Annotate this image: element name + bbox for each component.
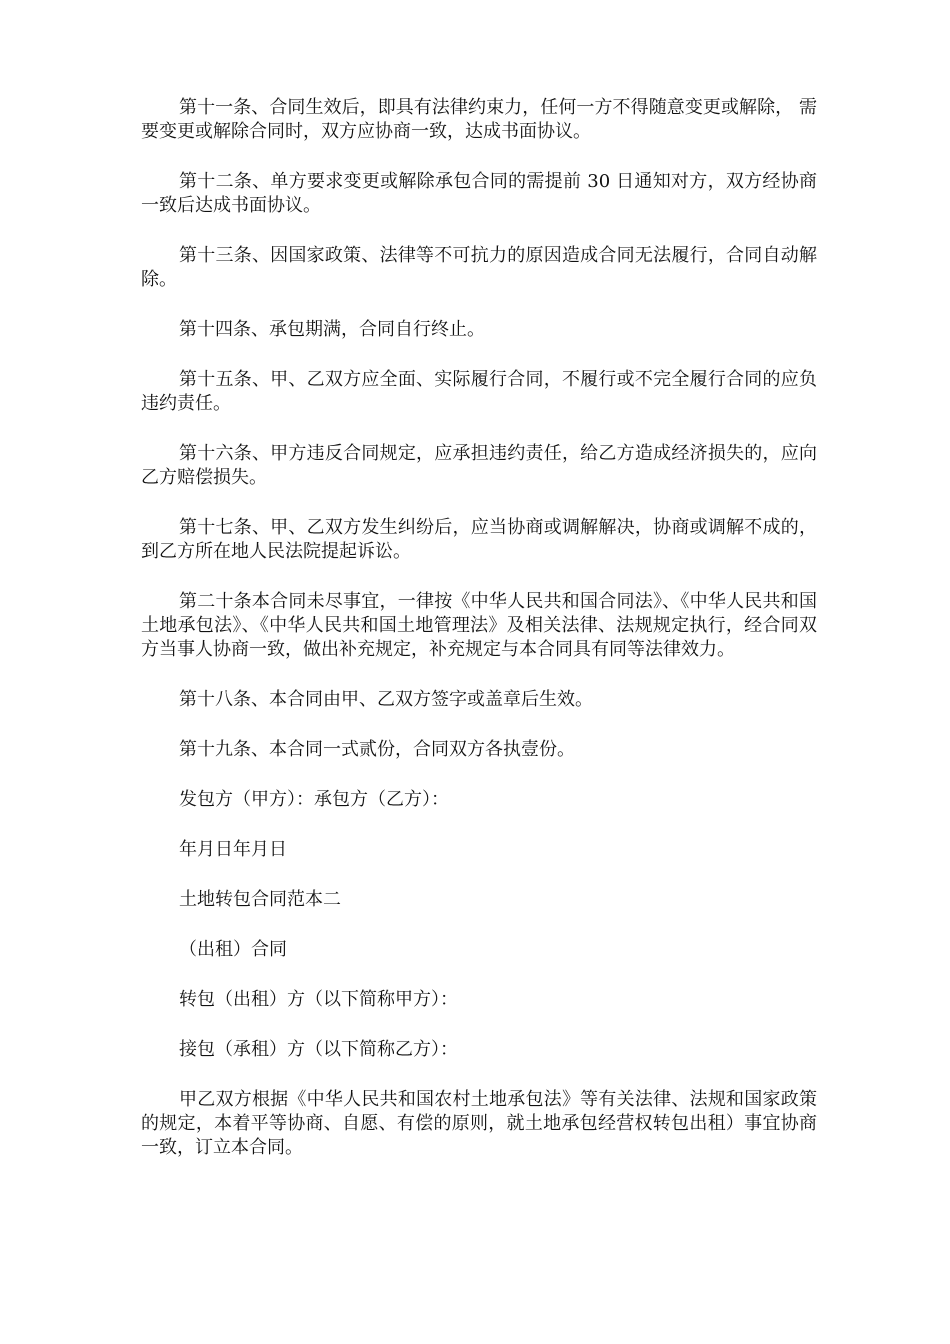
signature-date-line: 年月日年月日 bbox=[179, 839, 287, 860]
clause-19: 第十九条、本合同一式贰份，合同双方各执壹份。 bbox=[179, 739, 575, 760]
party-a-line: 转包（出租）方（以下简称甲方）： bbox=[179, 989, 458, 1010]
section-title: 土地转包合同范本二 bbox=[179, 889, 341, 910]
clause-16: 第十六条、甲方违反合同规定，应承担违约责任，给乙方造成经济损失的，应向乙方赔偿损失。 bbox=[141, 443, 817, 488]
clause-17: 第十七条、甲、乙双方发生纠纷后，应当协商或调解解决，协商或调解不成的，到乙方所在地人民法院提起诉讼。 bbox=[141, 517, 817, 562]
clause-12: 第十二条、单方要求变更或解除承包合同的需提前 30 日通知对方，双方经协商一致后达成书面协议。 bbox=[141, 171, 817, 216]
clause-13: 第十三条、因国家政策、法律等不可抗力的原因造成合同无法履行，合同自动解除。 bbox=[141, 245, 817, 290]
clause-11: 第十一条、合同生效后，即具有法律约束力，任何一方不得随意变更或解除， 需要变更或解除合同时，双方应协商一致，达成书面协议。 bbox=[141, 97, 817, 142]
contract-subtitle: （出租）合同 bbox=[179, 939, 287, 960]
preamble-paragraph: 甲乙双方根据《中华人民共和国农村土地承包法》等有关法律、法规和国家政策的规定，本着平等协商、自愿、有偿的原则，就土地承包经营权转包出租）事宜协商一致，订立本合同。 bbox=[141, 1089, 817, 1158]
party-b-line: 接包（承租）方（以下简称乙方）： bbox=[179, 1039, 458, 1060]
clause-15: 第十五条、甲、乙双方应全面、实际履行合同，不履行或不完全履行合同的应负违约责任。 bbox=[141, 369, 817, 414]
document-body bbox=[141, 96, 817, 1186]
clause-18: 第十八条、本合同由甲、乙双方签字或盖章后生效。 bbox=[179, 689, 593, 710]
clause-14: 第十四条、承包期满，合同自行终止。 bbox=[179, 319, 485, 340]
clause-20: 第二十条本合同未尽事宜，一律按《中华人民共和国合同法》、《中华人民共和国土地承包法》、《中华人民共和国土地管理法》及相关法律、法规规定执行，经合同双方当事人协商一致，做出补充规定，补充规定与本合同具有同等法律效力。 bbox=[141, 591, 817, 660]
signature-parties-line: 发包方（甲方）：承包方（乙方）： bbox=[179, 789, 449, 810]
